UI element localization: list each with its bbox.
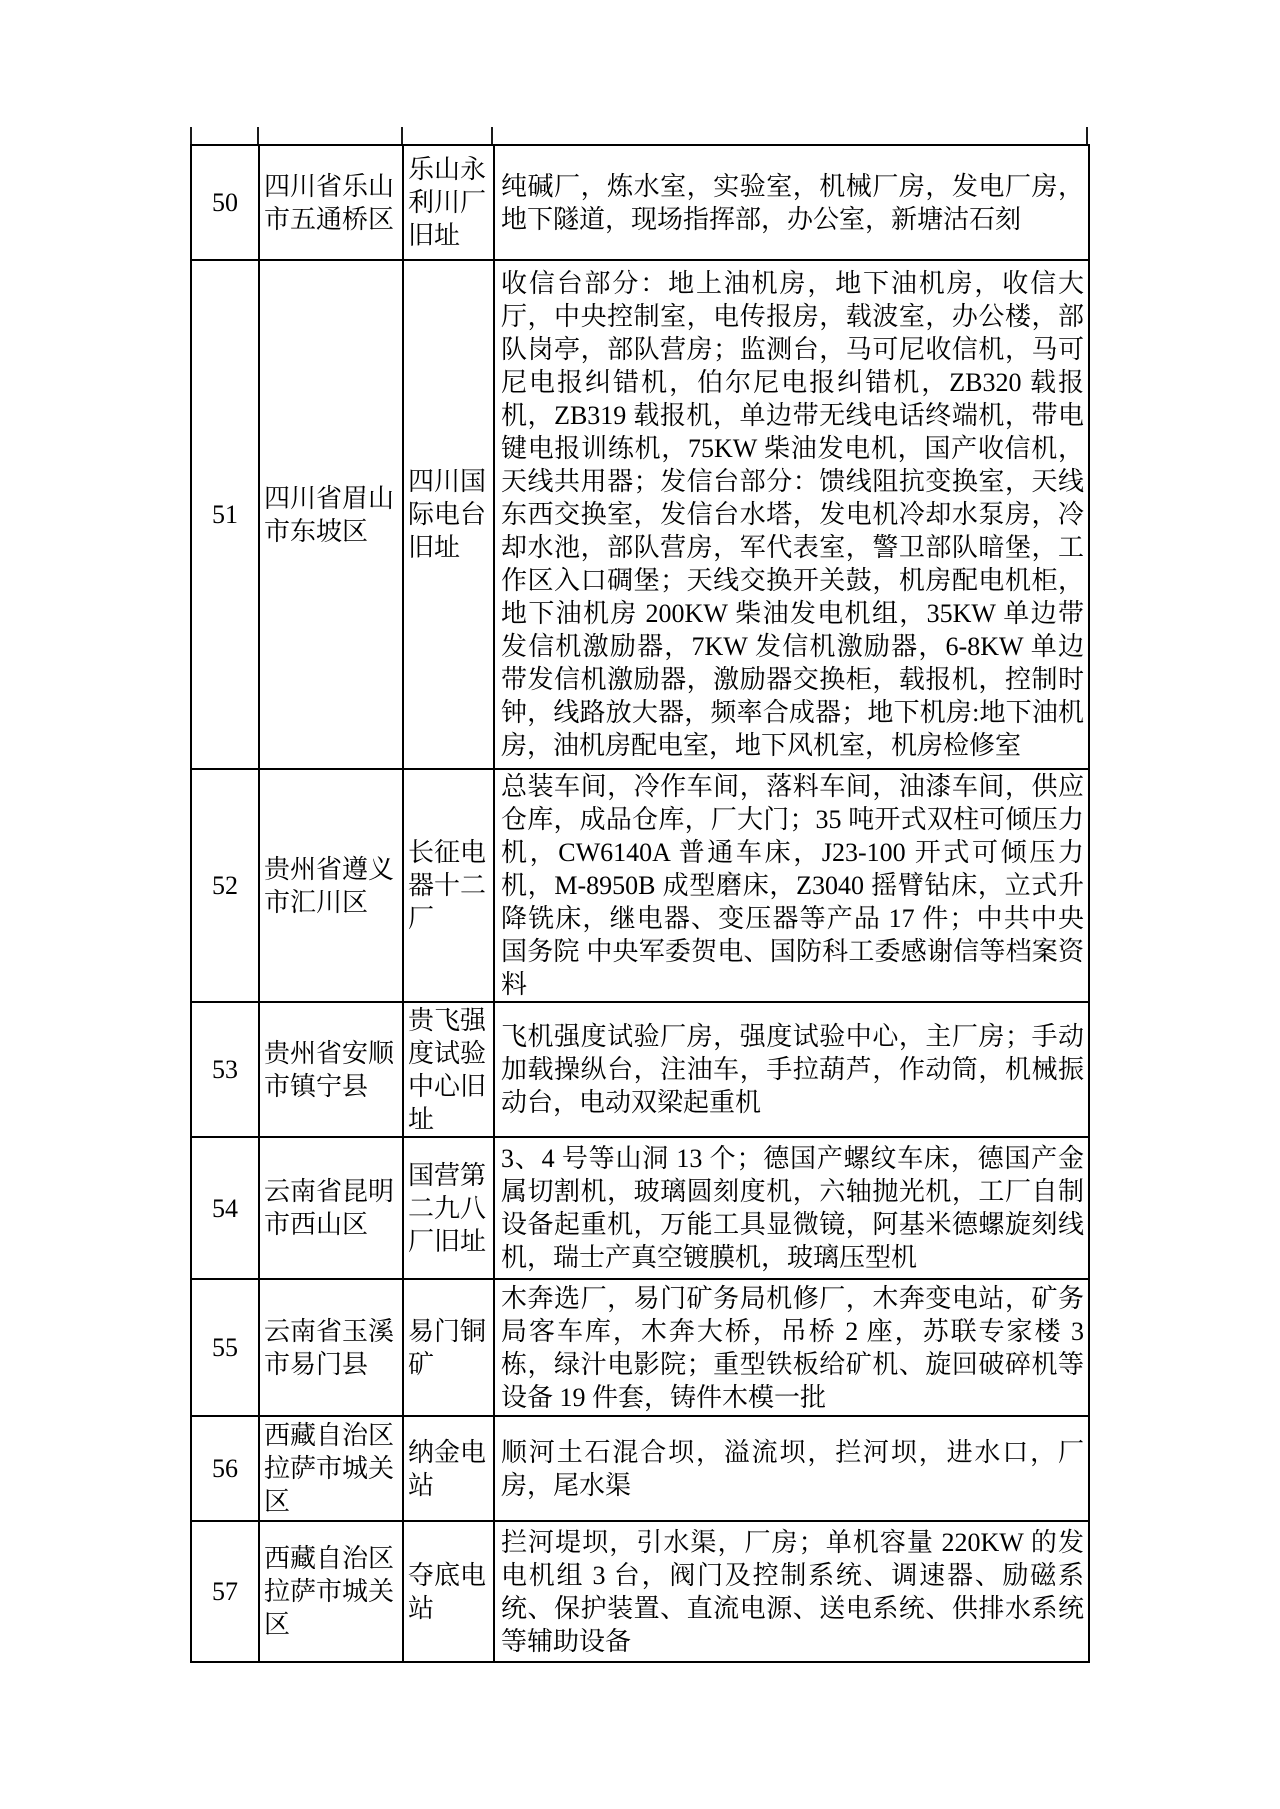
column-border-remnant (257, 127, 259, 144)
location-cell: 贵州省遵义市汇川区 (259, 769, 403, 1002)
items-cell: 总装车间，冷作车间，落料车间，油漆车间，供应仓库，成品仓库，厂大门；35 吨开式双柱可倾压力机，CW6140A 普通车床，J23-100 开式可倾压力机，M-8950B 成型磨床，Z3040 摇臂钻床，立式升降铣床，继电器、变压器等产品 17 件；中共中央 国务院 中央军委贺电、国防科工委感谢信等档案资料 (494, 769, 1089, 1002)
table-row (191, 769, 1089, 1002)
items-cell: 顺河土石混合坝，溢流坝，拦河坝，进水口，厂房，尾水渠 (494, 1416, 1089, 1521)
items-cell: 拦河堤坝，引水渠，厂房；单机容量 220KW 的发电机组 3 台，阀门及控制系统、调速器、励磁系统、保护装置、直流电源、送电系统、供排水系统等辅助设备 (494, 1521, 1089, 1662)
site-name-cell: 长征电器十二厂 (403, 769, 494, 1002)
location-cell: 四川省乐山市五通桥区 (259, 145, 403, 260)
row-number-cell: 51 (191, 260, 259, 769)
site-name-cell: 国营第二九八厂旧址 (403, 1137, 494, 1279)
site-name-cell: 易门铜矿 (403, 1279, 494, 1416)
site-name-cell: 纳金电站 (403, 1416, 494, 1521)
table-row (191, 1521, 1089, 1662)
column-border-remnant (190, 127, 192, 144)
items-cell: 3、4 号等山洞 13 个；德国产螺纹车床，德国产金属切割机，玻璃圆刻度机，六轴抛光机，工厂自制设备起重机，万能工具显微镜，阿基米德螺旋刻线机，瑞士产真空镀膜机，玻璃压型机 (494, 1137, 1089, 1279)
heritage-sites-table (190, 144, 1090, 1663)
location-cell: 贵州省安顺市镇宁县 (259, 1002, 403, 1137)
table-row (191, 1137, 1089, 1279)
location-cell: 西藏自治区拉萨市城关区 (259, 1416, 403, 1521)
table-row (191, 145, 1089, 260)
table-row (191, 1002, 1089, 1137)
table-row (191, 1279, 1089, 1416)
location-cell: 四川省眉山市东坡区 (259, 260, 403, 769)
row-number-cell: 52 (191, 769, 259, 1002)
site-name-cell: 贵飞强度试验中心旧址 (403, 1002, 494, 1137)
location-cell: 云南省玉溪市易门县 (259, 1279, 403, 1416)
row-number-cell: 56 (191, 1416, 259, 1521)
items-cell: 收信台部分：地上油机房，地下油机房，收信大厅，中央控制室，电传报房，载波室，办公楼，部队岗亭，部队营房；监测台，马可尼收信机，马可尼电报纠错机，伯尔尼电报纠错机，ZB320 载报机，ZB319 载报机，单边带无线电话终端机，带电键电报训练机，75KW 柴油发电机，国产收信机，天线共用器；发信台部分：馈线阻抗变换室，天线东西交换室，发信台水塔，发电机冷却水泵房，冷却水池，部队营房，军代表室，警卫部队暗堡，工作区入口碉堡；天线交换开关鼓，机房配电机柜，地下油机房 200KW 柴油发电机组，35KW 单边带发信机激励器，7KW 发信机激励器，6-8KW 单边带发信机激励器，激励器交换柜，载报机，控制时钟，线路放大器，频率合成器；地下机房:地下油机房，油机房配电室，地下风机室，机房检修室 (494, 260, 1089, 769)
row-number-cell: 50 (191, 145, 259, 260)
column-border-remnant (401, 127, 403, 144)
column-border-remnant (1086, 127, 1088, 144)
row-number-cell: 57 (191, 1521, 259, 1662)
row-number-cell: 53 (191, 1002, 259, 1137)
location-cell: 西藏自治区拉萨市城关区 (259, 1521, 403, 1662)
table-row (191, 1416, 1089, 1521)
location-cell: 云南省昆明市西山区 (259, 1137, 403, 1279)
site-name-cell: 四川国际电台旧址 (403, 260, 494, 769)
items-cell: 纯碱厂，炼水室，实验室，机械厂房，发电厂房，地下隧道，现场指挥部，办公室，新塘沽石刻 (494, 145, 1089, 260)
row-number-cell: 55 (191, 1279, 259, 1416)
row-number-cell: 54 (191, 1137, 259, 1279)
table-row (191, 260, 1089, 769)
items-cell: 木奔选厂，易门矿务局机修厂，木奔变电站，矿务局客车库，木奔大桥，吊桥 2 座，苏联专家楼 3 栋，绿汁电影院；重型铁板给矿机、旋回破碎机等设备 19 件套，铸件木模一批 (494, 1279, 1089, 1416)
items-cell: 飞机强度试验厂房，强度试验中心，主厂房；手动加载操纵台，注油车，手拉葫芦，作动筒，机械振动台，电动双梁起重机 (494, 1002, 1089, 1137)
site-name-cell: 乐山永利川厂旧址 (403, 145, 494, 260)
column-border-remnant (491, 127, 493, 144)
site-name-cell: 夺底电站 (403, 1521, 494, 1662)
